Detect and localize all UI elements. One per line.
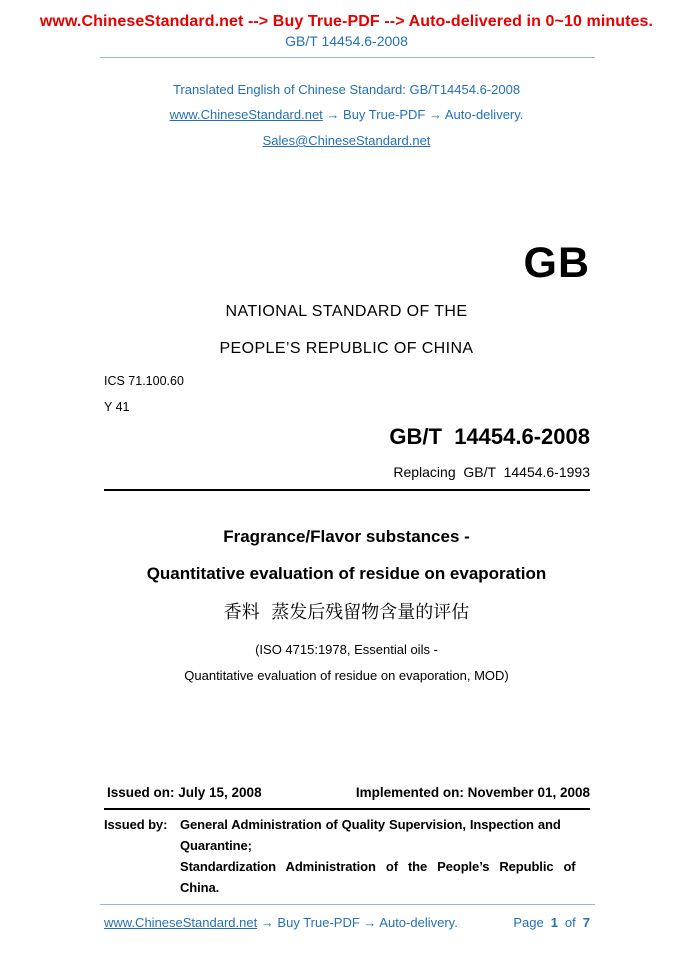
title-line2: Quantitative evaluation of residue on evaporation (146, 564, 547, 583)
footer-link-rest: → Buy True-PDF → Auto-delivery. (257, 915, 458, 930)
issuer-line2: Quarantine; (180, 838, 252, 853)
buy-line (0, 107, 693, 122)
promo-banner: www.ChineseStandard.net --> Buy True-PDF --> Auto-delivered in 0~10 minutes. (39, 13, 654, 30)
national-standard-line1: NATIONAL STANDARD OF THE (225, 303, 468, 320)
issuer-block (104, 814, 590, 898)
title-line1: Fragrance/Flavor substances - (223, 527, 470, 546)
translated-standard-label: Translated English of Chinese Standard: GB/T14454.6-2008 (172, 82, 521, 97)
gb-logo: GB (523, 239, 590, 287)
sales-email-link[interactable]: Sales@ChineseStandard.net (262, 133, 431, 148)
issued-date: Issued on: July 15, 2008 (107, 785, 262, 800)
issuer-line4: China. (180, 880, 220, 895)
issuer-label: Issued by: (104, 817, 168, 832)
footer-rule (100, 904, 595, 905)
page-indicator (513, 915, 590, 930)
header-rule (100, 57, 595, 58)
site-link[interactable]: www.ChineseStandard.net (169, 107, 323, 122)
iso-reference-line1: (ISO 4715:1978, Essential oils - (255, 642, 438, 657)
classification-code: Y 41 (104, 400, 130, 414)
standard-code: GB/T 14454.6-2008 (389, 424, 590, 449)
replacing-note: Replacing GB/T 14454.6-1993 (393, 464, 590, 480)
issuer-lines (180, 814, 590, 898)
ics-code: ICS 71.100.60 (104, 374, 184, 388)
dates-row (104, 785, 590, 800)
issuer-line3: Standardization Administration of the People’s Republic of (180, 859, 576, 874)
national-standard-line2: PEOPLE’S REPUBLIC OF CHINA (219, 340, 474, 357)
page-label: Page (513, 915, 544, 930)
issuer-line1: General Administration of Quality Supervision, Inspection and (180, 817, 561, 832)
footer-row (104, 915, 590, 930)
of-label: of (564, 915, 576, 930)
footer-link-line (104, 915, 458, 930)
iso-reference-line2: Quantitative evaluation of residue on evaporation, MOD) (184, 668, 509, 683)
title-chinese: 香料 蒸发后残留物含量的评估 (223, 602, 470, 623)
page-total: 7 (582, 915, 590, 930)
dates-rule (104, 808, 590, 810)
header-doc-code: GB/T 14454.6-2008 (285, 33, 408, 49)
footer-site-link[interactable]: www.ChineseStandard.net (104, 915, 258, 930)
mid-rule (104, 489, 590, 491)
page-number: 1 (550, 915, 558, 930)
implemented-date: Implemented on: November 01, 2008 (355, 785, 590, 800)
buy-line-rest: → Buy True-PDF → Auto-delivery. (322, 107, 524, 122)
